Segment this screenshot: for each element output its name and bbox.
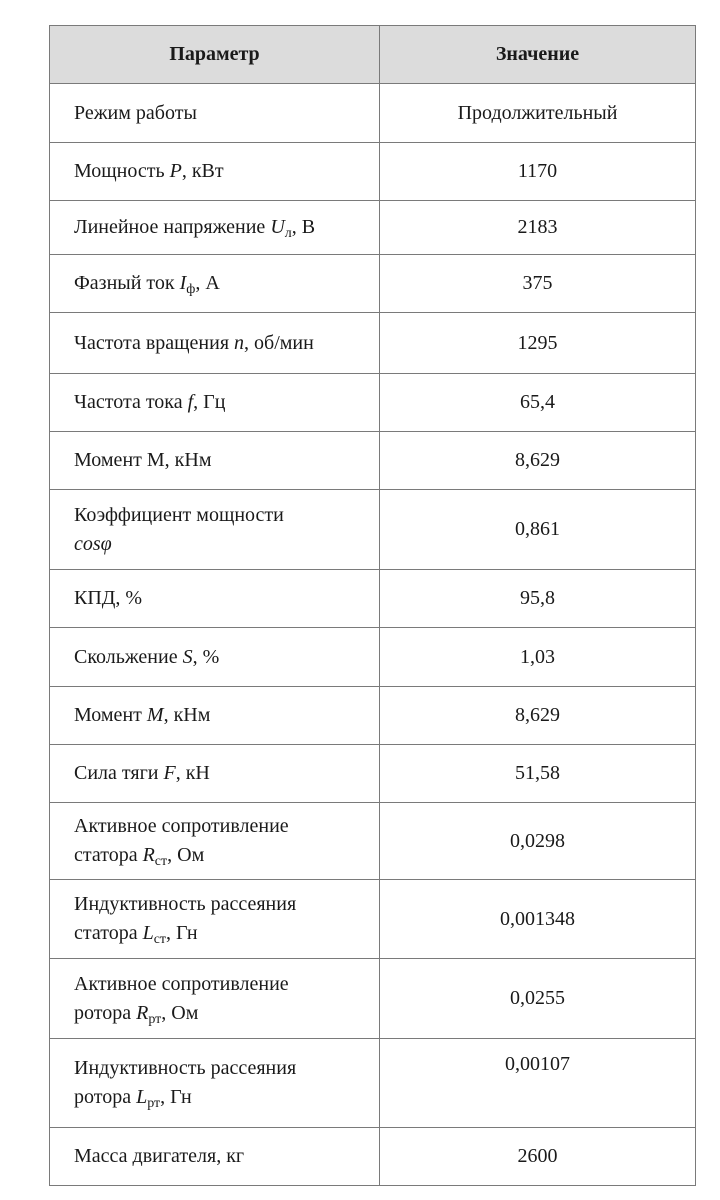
parameter-text: статора [74,922,143,944]
subscript: ф [186,282,196,297]
parameter-text: Мощность [74,160,170,182]
parameter-text: , Ом [161,1001,199,1024]
parameter-cell [50,201,380,255]
parameter-text: ротора [74,1001,137,1024]
parameter-text: , кВт [181,160,224,182]
math-symbol: R [142,844,155,866]
value-cell: 375 [380,255,696,313]
value-cell: 0,861 [380,490,696,570]
math-symbol: F [163,762,176,784]
parameter-text: Линейное напряжение [74,216,271,238]
table-row [50,432,696,490]
table-row [50,143,696,201]
value-cell: 51,58 [380,745,696,803]
value-cell: 1170 [380,143,696,201]
math-symbol: n [234,331,245,354]
parameter-text: , кНм [163,704,211,726]
table-row [50,374,696,432]
table-row [50,313,696,374]
parameter-cell [50,745,380,803]
parameter-text: Частота вращения [74,331,235,354]
parameter-text: , А [195,272,220,294]
parameter-cell [50,687,380,745]
math-symbol: M [146,704,164,726]
parameter-text: Частота тока [74,391,188,413]
math-symbol: L [142,922,154,944]
parameter-text: Активное сопротивление [74,972,289,995]
parameter-text: , об/мин [244,331,314,354]
table-row [50,570,696,628]
table-row [50,959,696,1039]
subscript: л [284,226,292,241]
value-cell: 0,0298 [380,803,696,880]
table-row [50,490,696,570]
value-cell: 1295 [380,313,696,374]
parameter-cell [50,432,380,490]
parameter-cell [50,1128,380,1186]
parameter-cell [50,880,380,959]
parameter-text: , Ом [167,844,205,866]
parameter-cell [50,803,380,880]
table-row [50,201,696,255]
parameter-text: Масса двигателя, кг [74,1145,245,1167]
value-cell: 8,629 [380,687,696,745]
subscript: ст [153,932,167,947]
math-symbol: f [187,391,194,413]
parameter-text: , В [291,216,316,238]
subscript: рт [147,1096,161,1111]
parameter-cell [50,313,380,374]
table-row [50,880,696,959]
math-symbol: L [136,1086,148,1108]
parameter-cell [50,628,380,687]
parameter-text: статора [74,844,143,866]
parameter-text: Индуктивность рассеяния [74,1057,297,1079]
parameter-text: Момент М, кНм [74,449,212,471]
parameter-text: Активное сопротивление [74,815,289,837]
parameter-text: ротора [74,1086,137,1108]
math-symbol: P [169,160,182,182]
subscript: ст [154,854,168,869]
math-symbol: cosφ [74,532,112,555]
parameter-cell [50,374,380,432]
value-cell: 65,4 [380,374,696,432]
value-cell: 2600 [380,1128,696,1186]
table-header-row [50,26,696,84]
value-cell: Продолжительный [380,84,696,143]
subscript: рт [148,1011,162,1027]
math-symbol: U [270,216,285,238]
math-symbol: R [136,1001,149,1024]
table-row [50,628,696,687]
value-cell: 2183 [380,201,696,255]
parameter-cell [50,1039,380,1128]
value-cell: 1,03 [380,628,696,687]
table-row [50,1128,696,1186]
header-value: Значение [380,26,696,84]
table-row [50,745,696,803]
value-cell: 95,8 [380,570,696,628]
parameter-cell [50,570,380,628]
parameter-text: КПД, % [74,587,143,609]
value-cell: 8,629 [380,432,696,490]
parameter-text: , % [192,645,220,668]
parameter-text: , Гн [166,922,198,944]
parameter-cell [50,490,380,570]
parameters-table [49,25,696,1186]
table-row [50,255,696,313]
parameter-cell [50,84,380,143]
header-parameter: Параметр [50,26,380,84]
parameter-text: Скольжение [74,645,183,668]
parameter-cell [50,255,380,313]
table-row [50,803,696,880]
math-symbol: S [182,645,193,668]
table-row [50,1039,696,1128]
parameter-text: Режим работы [74,101,197,124]
parameter-text: , Гн [160,1086,192,1108]
value-cell: 0,0255 [380,959,696,1039]
table-row [50,687,696,745]
parameter-text: , Гц [193,391,226,413]
table-row [50,84,696,143]
parameter-text: Момент [74,704,147,726]
parameter-cell [50,959,380,1039]
value-cell: 0,00107 [380,1039,696,1128]
parameter-cell [50,143,380,201]
parameter-text: Фазный ток [74,272,180,294]
math-symbol: I [179,272,187,294]
parameter-text: Индуктивность рассеяния [74,893,297,915]
parameter-text: Сила тяги [74,762,164,784]
parameter-text: , кН [175,762,210,784]
parameter-text: Коэффициент мощности [74,503,284,526]
value-cell: 0,001348 [380,880,696,959]
